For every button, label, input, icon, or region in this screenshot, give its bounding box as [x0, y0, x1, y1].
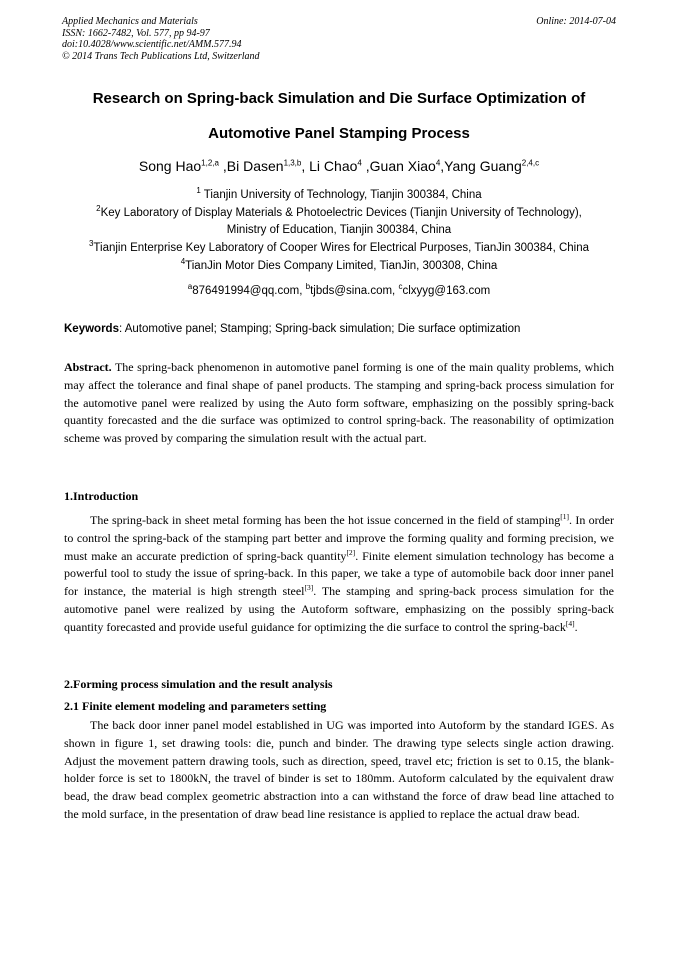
affiliation-sup: 1: [196, 186, 201, 196]
paragraph-text: . Finite element simulation technology has become a powerful tool to study the issue of spring-back. In this paper, we take a type of automobile back door inner panel for instance, the material is high strength steel: [64, 548, 614, 599]
citation[interactable]: [3]: [304, 583, 314, 593]
email-sup: a: [187, 282, 193, 292]
copyright: © 2014 Trans Tech Publications Ltd, Switzerland: [62, 50, 260, 62]
paper-title-line1: Research on Spring-back Simulation and Die Surface Optimization of: [92, 90, 586, 107]
author-name: Li Chao: [309, 158, 358, 174]
affiliation-4: [30, 257, 648, 272]
email-list: [30, 282, 648, 297]
citation[interactable]: [4]: [565, 618, 575, 628]
affiliation-2: [30, 204, 648, 219]
author-sup: 1,3,b: [283, 158, 302, 168]
author-sup: 4: [435, 158, 441, 168]
section-heading: 2.Forming process simulation and the result analysis: [64, 677, 333, 691]
affiliation-text: Tianjin University of Technology, Tianjin 300384, China: [203, 189, 482, 201]
citation[interactable]: [1]: [560, 512, 569, 521]
affiliation-3: [30, 239, 648, 254]
email-link[interactable]: 876491994@qq.com,: [192, 285, 303, 297]
abstract-text: The spring-back phenomenon in automotive panel forming is one of the main quality problems, which may affect the tolerance and final shape of panel products. The stamping and spring-back process simulation for the automotive panel were realized by using the Auto form software, emphasizing on the possibly spring-back quantity forecasted and the die surface was optimized to control spring-back. The reasonability of optimization scheme was proved by comparing the simulation result with the actual part.: [64, 360, 614, 446]
doi: doi:10.4028/www.scientific.net/AMM.577.94: [62, 39, 242, 50]
author-name: Guan Xiao: [369, 158, 436, 174]
email-sup: c: [398, 282, 403, 292]
journal-info: [62, 16, 260, 62]
subsection-heading: 2.1 Finite element modeling and parameters setting: [64, 699, 327, 713]
paragraph-text: . The stamping and spring-back process simulation for the automotive panel were realized by using the Autoform software, emphasizing on the possibly spring-back quantity forecasted and provide useful guidance for optimizing the die surface to control the spring-back: [64, 584, 614, 634]
author-sup: 1,2,a: [201, 158, 219, 168]
affiliation-sup: 4: [180, 257, 186, 267]
issn: ISSN: 1662-7482, Vol. 577, pp 94-97: [62, 27, 210, 39]
keywords-text: : Automotive panel; Stamping; Spring-back simulation; Die surface optimization: [118, 323, 521, 335]
affiliation-text: Key Laboratory of Display Materials & Photoelectric Devices (Tianjin University of Technology),: [100, 207, 582, 219]
email-link[interactable]: tjbds@sina.com,: [310, 285, 396, 297]
online-date: Online: 2014-07-04: [536, 16, 616, 27]
author-name: Yang Guang: [444, 158, 522, 174]
citation[interactable]: [2]: [346, 547, 356, 557]
affiliation-sup: 3: [88, 239, 94, 249]
section-heading: 1.Introduction: [64, 489, 139, 503]
paragraph-text: .: [574, 619, 578, 634]
author-name: Song Hao: [138, 158, 202, 174]
author-name: Bi Dasen: [226, 158, 284, 174]
email-sup: b: [305, 282, 311, 292]
paragraph-text: . In order to control the spring-back of the stamping part better and improve the forming quality and forming precision, we must make an accurate prediction of spring-back quantity: [64, 513, 614, 563]
abstract: [64, 359, 614, 448]
intro-paragraph: [64, 512, 614, 637]
author-list: Song Hao$^{1,2,a}$ ,Bi Dasen$^{1,3,b}$, Li Chao$^4$ ,Guan Xiao$^4$,Yang Guang$^{2,4,c}$: [138, 158, 540, 174]
abstract-label: Abstract.: [64, 360, 112, 374]
keywords-label: Keywords: [64, 323, 119, 335]
affiliation-2-cont: Ministry of Education, Tianjin 300384, China: [226, 224, 452, 236]
journal-name: Applied Mechanics and Materials: [62, 16, 198, 27]
modeling-paragraph: The back door inner panel model established in UG was imported into Autoform by the standard IGES. As shown in figure 1, set drawing tools: die, punch and binder. The drawing type selects single action drawing. Adjust the movement pattern drawing tools, such as direction, speed, travel etc; friction is set to 0.15, the blank-holder force is set to 1800kN, the travel of binder is set to 180mm. Autoform calculated by the equivalent draw bead, the draw bead complex geometric abstraction into a can withstand the force of draw bead line attached to the mold surface, in the presentation of draw bead line resistance is applied to replace the actual draw bead.: [64, 718, 614, 821]
affiliation-sup: 2: [96, 204, 101, 214]
email-link[interactable]: clxyyg@163.com: [402, 285, 491, 297]
paper-title-line2: Automotive Panel Stamping Process: [208, 125, 470, 142]
author-sup: 4: [357, 158, 362, 168]
affiliation-text: TianJin Motor Dies Company Limited, TianJin, 300308, China: [185, 260, 498, 272]
affiliation-1: [30, 186, 648, 201]
keywords: [64, 323, 614, 335]
affiliation-text: Tianjin Enterprise Key Laboratory of Cooper Wires for Electrical Purposes, TianJin 300384, China: [93, 242, 590, 254]
author-sup: 2,4,c: [521, 158, 540, 168]
paragraph-text: The spring-back in sheet metal forming has been the hot issue concerned in the field of stamping: [90, 513, 561, 527]
